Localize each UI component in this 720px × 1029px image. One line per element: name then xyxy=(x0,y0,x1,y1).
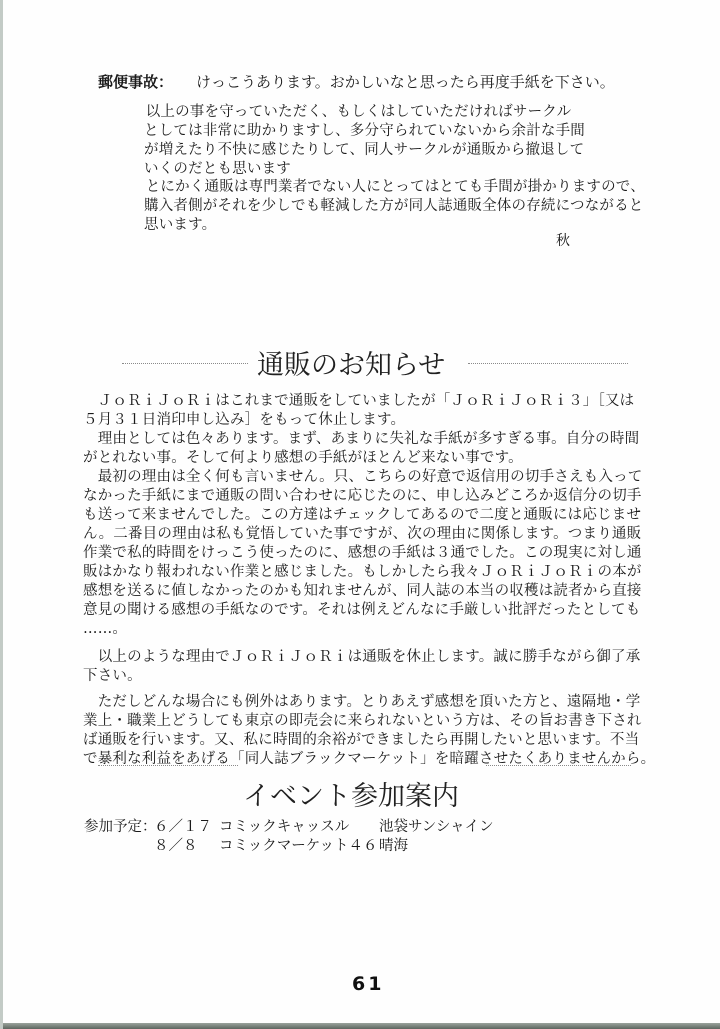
paragraph-line: 理由としては色々あります。まず、あまりに失礼な手紙が多すぎる事。自分の時間 xyxy=(83,431,640,447)
paragraph-line: なかった手紙にまで通販の問い合わせに応じたのに、申し込みどころか返信分の切手 xyxy=(83,488,642,504)
event-venue: 池袋サンシャイン xyxy=(379,819,494,835)
paragraph-line: で暴利な利益をあげる「同人誌ブラックマーケット」を暗躍させたくありませんから。 xyxy=(83,751,656,767)
paragraph-line: 最初の理由は全く何も言いません。只、こちらの好意で返信用の切手さえも入って xyxy=(83,469,643,485)
paragraph-line: 以上のような理由でＪｏＲｉＪｏＲｉは通販を休止します。誠に勝手ながら御了承 xyxy=(83,649,641,665)
closing-note-line: とにかく通販は専門業者でない人にとってはとても手間が掛かりますので、 xyxy=(131,179,645,195)
scan-bottom-edge xyxy=(3,1023,720,1029)
event-venue: 晴海 xyxy=(379,838,408,854)
paragraph-line: がとれない事。そして何より感想の手紙がほとんど来ない事です。 xyxy=(83,450,523,466)
paragraph-line: 下さい。 xyxy=(83,668,142,684)
paragraph-line: 感想を送るに値しなかったのかも知れませんが、同人誌の本当の収穫は読者から直接 xyxy=(83,583,642,599)
paragraph-line: ん。二番目の理由は私も覚悟していた事ですが、次の理由に関係します。つまり通販 xyxy=(83,526,642,542)
paragraph-line: も送って来ませんでした。この方達はチェックしてあるので二度と通販には応じませ xyxy=(83,507,642,523)
paragraph-line: 意見の聞ける感想の手紙なのです。それは例えどんなに手厳しい批評だったとしても xyxy=(83,602,641,618)
event-schedule-label: 参加予定： xyxy=(84,819,157,835)
heading-divider-left xyxy=(122,363,248,364)
event-divider-right xyxy=(486,765,631,766)
closing-note-line: 思います。 xyxy=(144,217,217,233)
paragraph-line: ……。 xyxy=(83,621,128,637)
author-signature: 秋 xyxy=(556,233,570,249)
paragraph-line: ＪｏＲｉＪｏＲｉはこれまで通販をしていましたが「ＪｏＲｉＪｏＲｉ３」［又は xyxy=(83,393,635,409)
event-info-heading: イベント参加案内 xyxy=(243,781,459,812)
closing-note-line: としては非常に助かりますし、多分守られていないから余計な手間 xyxy=(144,123,585,139)
mail-order-notice-heading: 通販のお知らせ xyxy=(257,350,446,381)
paragraph-line: ば通販を行います。又、私に時間的余裕ができましたら再開したいと思います。不当 xyxy=(83,732,640,748)
heading-divider-right xyxy=(468,363,628,364)
paragraph-line: ５月３１日消印申し込み］をもって休止します。 xyxy=(83,412,406,428)
paragraph-line: 業上・職業上どうしても東京の即売会に来られないという方は、その旨お書き下され xyxy=(83,713,642,729)
closing-note-line: 以上の事を守っていただく、もしくはしていただければサークル xyxy=(131,104,572,120)
event-name: コミックキャッスル xyxy=(219,819,350,835)
event-name: コミックマーケット４６ xyxy=(219,838,378,854)
postal-accident-text: けっこうあります。おかしいなと思ったら再度手紙を下さい。 xyxy=(196,73,615,91)
closing-note-line: 購入者側がそれを少しでも軽減した方が同人誌通販全体の存続につながると xyxy=(144,198,644,214)
closing-note-line: いくのだとも思います xyxy=(144,161,291,177)
postal-accident-label: 郵便事故： xyxy=(98,73,174,91)
event-date: ６／１７ xyxy=(154,819,212,835)
closing-note-line: が増えたり不快に感じたりして、同人サークルが通販から撤退して xyxy=(144,142,585,158)
event-date: ８／８ xyxy=(154,838,198,854)
paragraph-line: 作業で私的時間をけっこう使ったのに、感想の手紙は３通でした。この現実に対し通 xyxy=(83,545,642,561)
paragraph-line: ただしどんな場合にも例外はあります。とりあえず感想を頂いた方と、遠隔地・学 xyxy=(83,694,641,710)
event-divider-left xyxy=(98,765,238,766)
page-number: 61 xyxy=(352,973,385,995)
paragraph-line: 販はかなり報われない作業と感じました。もしかしたら我々ＪｏＲｉＪｏＲｉの本が xyxy=(83,564,642,580)
